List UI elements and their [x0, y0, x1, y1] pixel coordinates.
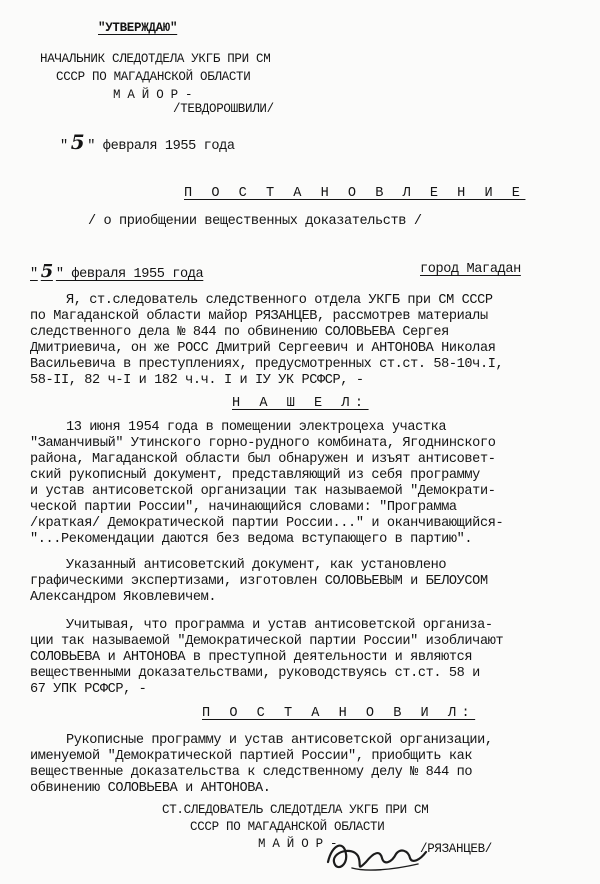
- approval-position-line2: СССР ПО МАГАДАНСКОЙ ОБЛАСТИ: [56, 70, 251, 84]
- given-line: Учитывая, что программа и устав антисоветской организа-: [66, 618, 493, 633]
- found-line: /краткая/ Демократической партии России..." и оканчивающийся-: [30, 516, 504, 531]
- document-date-day: 5: [40, 261, 53, 282]
- approval-title: "УТВЕРЖДАЮ": [98, 21, 178, 35]
- resolved-line: именуемой "Демократической партией России", приобщить как: [30, 749, 473, 764]
- found-line: "Заманчивый" Утинского горно-рудного комбината, Ягоднинского: [30, 436, 496, 451]
- found-line: и устав антисоветской организации так называемой "Демократи-: [30, 484, 496, 499]
- given-line: 67 УПК РСФСР, -: [30, 682, 147, 697]
- resolved-line: обвинению СОЛОВЬЕВА и АНТОНОВА.: [30, 781, 271, 796]
- resolved-line: Рукописные программу и устав антисоветской организации,: [66, 733, 493, 748]
- given-line: вещественными доказательствами, руководствуясь ст.ст. 58 и: [30, 666, 480, 681]
- expert-line: Александром Яковлевичем.: [30, 590, 217, 605]
- document-place: город Магадан: [420, 262, 521, 277]
- signature-rank: М А Й О Р -: [258, 837, 338, 851]
- intro-line: Васильевича в преступлениях, предусмотренных ст.ст. 58-10ч.I,: [30, 357, 504, 372]
- given-line: ции так называемой "Демократической партии России" изобличают: [30, 634, 504, 649]
- intro-line: Я, ст.следователь следственного отдела УКГБ при СМ СССР: [66, 293, 493, 308]
- approval-name: /ТЕВДОРОШВИЛИ/: [173, 102, 274, 116]
- found-line: ческой партии России", начинающийся словами: "Программа: [30, 500, 457, 515]
- expert-line: Указанный антисоветский документ, как установлено: [66, 558, 447, 573]
- document-title: П О С Т А Н О В Л Е Н И Е: [184, 186, 526, 201]
- intro-line: Дмитриевича, он же РОСС Дмитрий Сергеевич и АНТОНОВА Николая: [30, 341, 496, 356]
- found-line: "...Рекомендации даются без ведома вступающего в партию".: [30, 532, 473, 547]
- approval-date-day: 5: [70, 130, 85, 154]
- found-line: района, Магаданской области был обнаружен и изъят антисовет-: [30, 452, 496, 467]
- found-line: ский рукописный документ, представляющий из себя программу: [30, 468, 480, 483]
- document-subtitle: / о приобщении вещественных доказательств /: [88, 214, 422, 229]
- signature-name: /РЯЗАНЦЕВ/: [420, 842, 493, 856]
- document-date: " 5 " февраля 1955 года: [30, 261, 204, 282]
- approval-date: " 5 " февраля 1955 года: [60, 130, 235, 154]
- approval-rank: М А Й О Р -: [113, 88, 193, 102]
- intro-line: 58-II, 82 ч-I и 182 ч.ч. I и IУ УК РСФСР, -: [30, 373, 364, 388]
- resolved-line: вещественные доказательства к следственному делу № 844 по: [30, 765, 473, 780]
- handwritten-signature: [322, 832, 432, 876]
- found-line: 13 июня 1954 года в помещении электроцеха участка: [66, 420, 447, 435]
- intro-line: по Магаданской области майор РЯЗАНЦЕВ, рассмотрев материалы: [30, 309, 488, 324]
- resolved-heading: П О С Т А Н О В И Л:: [202, 706, 476, 721]
- signature-position-line1: СТ.СЛЕДОВАТЕЛЬ СЛЕДОТДЕЛА УКГБ ПРИ СМ: [162, 803, 429, 817]
- found-heading: Н А Ш Е Л:: [232, 396, 369, 411]
- approval-position-line1: НАЧАЛЬНИК СЛЕДОТДЕЛА УКГБ ПРИ СМ: [40, 52, 271, 66]
- intro-line: следственного дела № 844 по обвинению СОЛОВЬЕВА Сергея: [30, 325, 449, 340]
- signature-position-line2: СССР ПО МАГАДАНСКОЙ ОБЛАСТИ: [190, 820, 385, 834]
- given-line: СОЛОВЬЕВА и АНТОНОВА в преступной деятельности и являются: [30, 650, 473, 665]
- expert-line: графическими экспертизами, изготовлен СОЛОВЬЕВЫМ и БЕЛОУСОМ: [30, 574, 488, 589]
